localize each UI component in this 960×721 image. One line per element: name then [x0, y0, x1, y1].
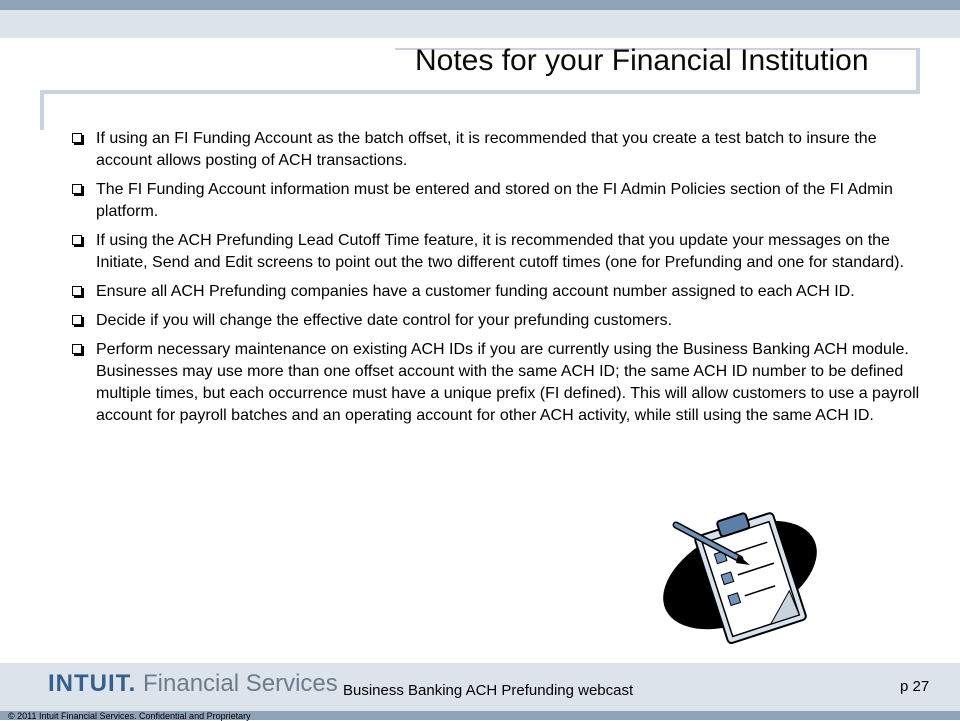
top-band: [0, 0, 960, 10]
slide-title: Notes for your Financial Institution: [415, 44, 869, 77]
intuit-logo: [48, 670, 338, 698]
bullet-item: [72, 128, 932, 172]
clipboard-checklist-icon: [648, 505, 828, 645]
title-underline-left: [40, 90, 44, 130]
bullet-text: Perform necessary maintenance on existing ACH IDs if you are currently using the Business Banking ACH module. Businesses may use more than one offset account with the same ACH ID; the same ACH ID number to be defined multiple times, but each occurrence must have a unique prefix (FI defined). This will allow customers to use a payroll account for payroll batches and an operating account for other ACH activity, while still using the same ACH ID.: [96, 341, 920, 424]
logo-brand: INTUIT.: [48, 670, 137, 697]
title-underline: [40, 90, 920, 94]
page-number: p 27: [900, 678, 930, 695]
footer-webcast-title: Business Banking ACH Prefunding webcast: [343, 682, 634, 699]
bullet-item: [72, 179, 932, 223]
bullet-item: [72, 230, 932, 274]
bullet-text: If using the ACH Prefunding Lead Cutoff Time feature, it is recommended that you update your messages on the Initiate, Send and Edit screens to point out the two different cutoff times (one for Prefunding and one for standard).: [96, 232, 904, 271]
top-band-light: [0, 10, 960, 38]
title-frame-right: [916, 48, 920, 92]
checkbox-bullet-icon: [72, 344, 82, 354]
copyright-text: © 2011 Intuit Financial Services. Confidential and Proprietary: [8, 711, 251, 721]
checkbox-bullet-icon: [72, 315, 82, 325]
logo-text: Financial Services: [143, 670, 338, 697]
bullet-text: If using an FI Funding Account as the batch offset, it is recommended that you create a test batch to insure the account allows posting of ACH transactions.: [96, 130, 877, 169]
checkbox-bullet-icon: [72, 133, 82, 143]
checkbox-bullet-icon: [72, 184, 82, 194]
bullet-text: Decide if you will change the effective date control for your prefunding customers.: [96, 312, 673, 329]
bullet-item: [72, 281, 932, 303]
checkbox-bullet-icon: [72, 286, 82, 296]
bullet-text: The FI Funding Account information must be entered and stored on the FI Admin Policies section of the FI Admin platform.: [96, 181, 893, 220]
bullet-text: Ensure all ACH Prefunding companies have a customer funding account number assigned to each ACH ID.: [96, 283, 855, 300]
bullet-item: [72, 310, 932, 332]
checkbox-bullet-icon: [72, 235, 82, 245]
bullet-item: [72, 339, 932, 427]
bullet-list: [72, 128, 932, 434]
